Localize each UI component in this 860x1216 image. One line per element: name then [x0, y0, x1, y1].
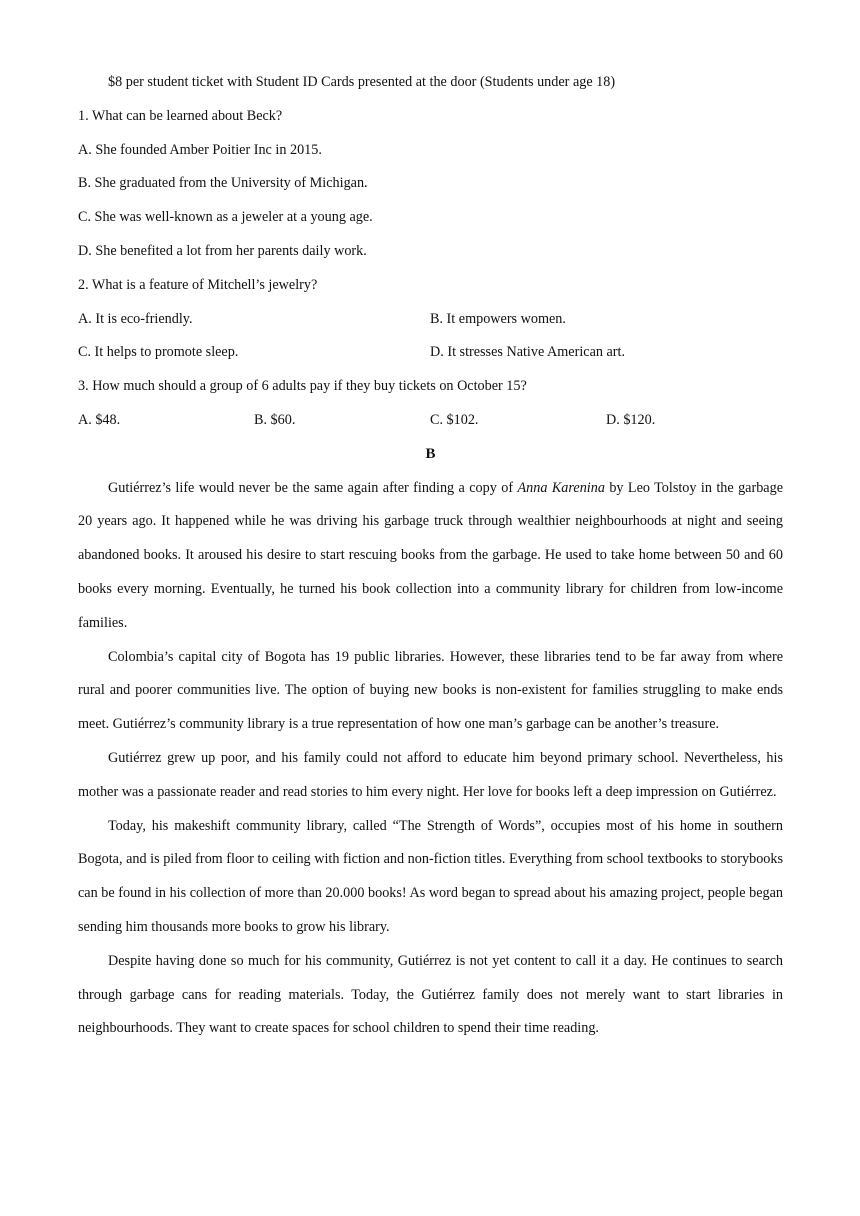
question-stem: 1. What can be learned about Beck?	[78, 107, 283, 124]
options-row	[78, 303, 783, 337]
paragraph-2: Colombia’s capital city of Bogota has 19 public libraries. However, these libraries tend to be far away from where rural and poorer communities live. The option of buying new books is non-existent for families struggling to make ends meet. Gutiérrez’s community library is a true representation of how one man’s garbage can be another’s treasure.	[78, 648, 783, 733]
question-stem: 3. How much should a group of 6 adults pay if they buy tickets on October 15?	[78, 378, 527, 395]
paragraph-4: Today, his makeshift community library, called “The Strength of Words”, occupies most of his home in southern Bogota, and is piled from floor to ceiling with fiction and non-fiction titles. Everything from school textbooks to storybooks can be found in his collection of more than 20.000 books! As word began to spread about his amazing project, people began sending him thousands more books to grow his library.	[78, 817, 783, 935]
option-a: A. $48.	[78, 411, 121, 428]
question-1	[78, 100, 783, 269]
question-stem: 2. What is a feature of Mitchell’s jewelry?	[78, 276, 318, 293]
options-row	[78, 336, 783, 370]
option-d: D. She benefited a lot from her parents daily work.	[78, 242, 367, 259]
paragraph-text: Gutiérrez’s life would never be the same again after finding a copy of	[108, 479, 518, 496]
option-b: B. It empowers women.	[430, 310, 566, 327]
book-title: Anna Karenina	[517, 479, 605, 496]
option-b: B. She graduated from the University of Michigan.	[78, 175, 368, 192]
paragraph-1	[78, 472, 783, 641]
options-row	[78, 404, 783, 438]
option-c: C. $102.	[430, 411, 479, 428]
paragraph-text: by Leo Tolstoy in the garbage 20 years ago. It happened while he was driving his garbage truck through wealthier neighbourhoods at night and seeing abandoned books. It aroused his desire to start rescuing books from the garbage. He used to take home between 50 and 60 books every morning. Eventually, he turned his book collection into a community library for children from low-income families.	[78, 479, 783, 631]
option-d: D. It stresses Native American art.	[430, 344, 626, 361]
option-a: A. She founded Amber Poitier Inc in 2015.	[78, 141, 322, 158]
option-d: D. $120.	[606, 411, 656, 428]
document-page	[78, 66, 783, 1046]
paragraph-3: Gutiérrez grew up poor, and his family could not afford to educate him beyond primary school. Nevertheless, his mother was a passionate reader and read stories to him every night. Her love for books left a deep impression on Gutiérrez.	[78, 749, 783, 800]
passage-b	[78, 472, 783, 1047]
question-3	[78, 370, 783, 438]
paragraph-5: Despite having done so much for his community, Gutiérrez is not yet content to call it a day. He continues to search through garbage cans for reading materials. Today, the Gutiérrez family does not merely want to start libraries in neighbourhoods. They want to create spaces for school children to spend their time reading.	[78, 952, 783, 1037]
ticket-note: $8 per student ticket with Student ID Cards presented at the door (Students under age 18)	[108, 74, 616, 90]
section-heading: B	[425, 445, 436, 462]
option-a: A. It is eco-friendly.	[78, 310, 193, 327]
option-c: C. She was well-known as a jeweler at a young age.	[78, 209, 373, 226]
question-2	[78, 269, 783, 370]
option-c: C. It helps to promote sleep.	[78, 344, 239, 361]
option-b: B. $60.	[254, 411, 296, 428]
